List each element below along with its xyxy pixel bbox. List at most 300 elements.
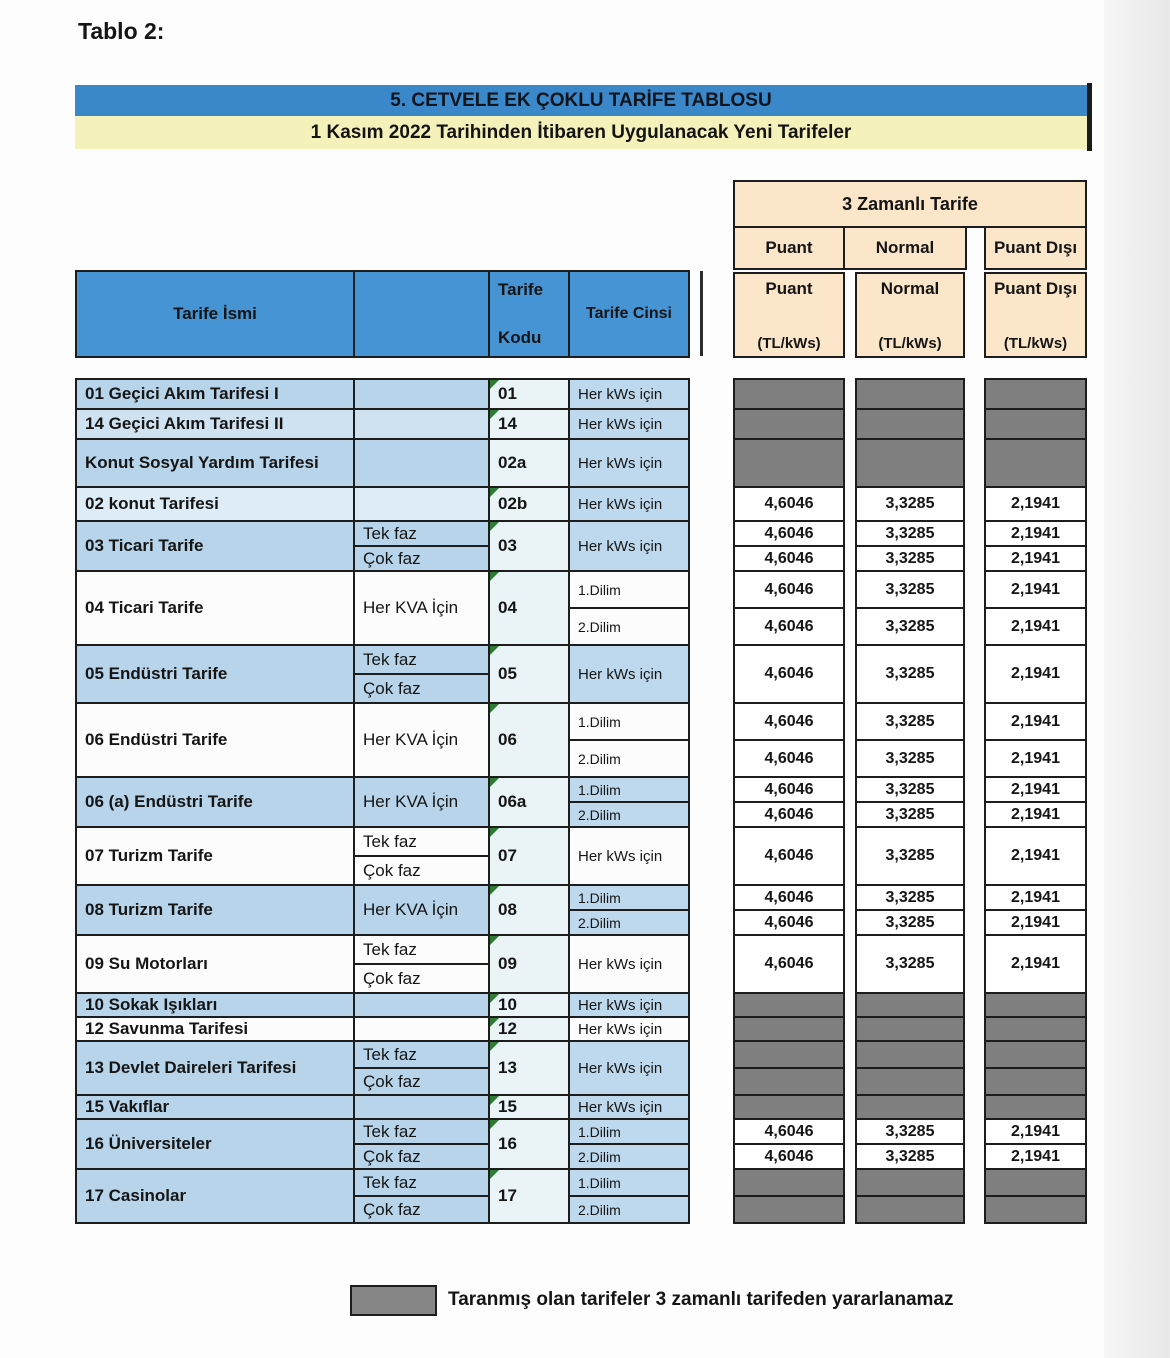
- shaded-subcell: [735, 1069, 843, 1094]
- tariff-phase-label: Çok faz: [363, 860, 421, 880]
- column-gap: [965, 1118, 984, 1170]
- tariff-value: 4,6046: [764, 617, 814, 635]
- column-gap: [845, 934, 855, 994]
- tariff-row: [75, 378, 1087, 410]
- tariff-value: 4,6046: [764, 665, 814, 682]
- tariff-name-cell: [75, 992, 355, 1018]
- normal-value-cell: [855, 486, 965, 522]
- tariff-type-subcell: [570, 741, 688, 776]
- tariff-value: 2,1941: [1011, 617, 1060, 635]
- tariff-code-label: 02b: [498, 494, 528, 513]
- tariff-phase-label: Çok faz: [363, 548, 421, 568]
- tariff-value: 4,6046: [764, 847, 814, 864]
- tariff-phase-label: Her KVA İçin: [363, 792, 459, 811]
- puant-disi-value-cell: [984, 826, 1087, 886]
- tariff-value: 4,6046: [764, 805, 814, 823]
- puant-value-cell: [733, 644, 845, 704]
- column-gap: [845, 378, 855, 410]
- scan-edge-shadow: [1104, 0, 1170, 1358]
- excel-flag-icon: [490, 1120, 499, 1129]
- tariff-phase-subcell: [355, 936, 488, 965]
- tariff-type-cell: [570, 438, 690, 488]
- col-unit-box-puant: [733, 272, 845, 358]
- puant-value-cell: [733, 486, 845, 522]
- tariff-phase-cell: [355, 438, 490, 488]
- column-gap: [845, 702, 855, 778]
- excel-flag-icon: [490, 646, 499, 655]
- value-subcell: [986, 609, 1085, 644]
- tariff-type-subcell: [570, 1120, 688, 1145]
- tariff-name-label: 01 Geçici Akım Tarifesi I: [85, 384, 279, 404]
- value-subcell: [857, 778, 963, 803]
- legend-text: Taranmış olan tarifeler 3 zamanlı tarifeden yararlanamaz: [448, 1289, 954, 1310]
- tariff-type-label: Her kWs için: [578, 996, 663, 1014]
- puant-value-cell: [733, 826, 845, 886]
- column-gap: [965, 776, 984, 828]
- table-gap: [690, 438, 733, 488]
- tariff-code-label: 06: [498, 730, 517, 749]
- tariff-code-cell: [490, 776, 570, 828]
- tariff-name-label: 02 konut Tarifesi: [85, 494, 219, 514]
- puant-disi-value-cell: [984, 486, 1087, 522]
- normal-value-cell: [855, 1016, 965, 1042]
- excel-flag-icon: [490, 572, 499, 581]
- tariff-value: 2,1941: [1011, 888, 1060, 906]
- puant-value-cell: [733, 1016, 845, 1042]
- normal-value-cell: [855, 934, 965, 994]
- tariff-name-cell: [75, 486, 355, 522]
- column-gap: [965, 378, 984, 410]
- tariff-type-label: 2.Dilim: [578, 1148, 621, 1165]
- tariff-type-cell: [570, 1016, 690, 1042]
- tariff-value: 3,3285: [885, 524, 935, 542]
- shaded-subcell: [986, 1069, 1085, 1094]
- tariff-name-cell: [75, 1040, 355, 1096]
- value-subcell: [735, 522, 843, 547]
- col-unit-box-normal: [855, 272, 965, 358]
- tariff-name-label: 03 Ticari Tarife: [85, 536, 204, 556]
- puant-disi-value-cell: [984, 520, 1087, 572]
- tariff-value: 2,1941: [1011, 1147, 1060, 1165]
- puant-disi-value-cell: [984, 934, 1087, 994]
- tariff-code-cell: [490, 934, 570, 994]
- value-subcell: [857, 572, 963, 609]
- tariff-phase-subcell: [355, 675, 488, 702]
- tariff-phase-label: Çok faz: [363, 678, 421, 698]
- tariff-row: [75, 408, 1087, 440]
- excel-flag-icon: [490, 886, 499, 895]
- column-gap: [845, 1168, 855, 1224]
- tariff-phase-subcell: [355, 1197, 488, 1222]
- tariff-value: 3,3285: [885, 712, 935, 730]
- tariff-phase-cell: [355, 1094, 490, 1120]
- tariff-type-label: 1.Dilim: [578, 889, 621, 906]
- column-gap: [845, 644, 855, 704]
- normal-value-cell: [855, 702, 965, 778]
- value-subcell: [857, 911, 963, 934]
- tariff-name-label: 05 Endüstri Tarife: [85, 664, 228, 684]
- table-gap: [690, 992, 733, 1018]
- value-subcell: [735, 704, 843, 741]
- puant-value-cell: [733, 378, 845, 410]
- tariff-type-label: 1.Dilim: [578, 781, 621, 798]
- tariff-phase-cell: [355, 702, 490, 778]
- tariff-type-subcell: [570, 803, 688, 826]
- tariff-value: 3,3285: [885, 665, 935, 682]
- tariff-type-cell: [570, 1118, 690, 1170]
- tariff-type-subcell: [570, 911, 688, 934]
- table-gap: [690, 1040, 733, 1096]
- table-gap: [690, 1118, 733, 1170]
- column-gap: [965, 992, 984, 1018]
- tariff-code-label: 07: [498, 846, 517, 865]
- value-subcell: [857, 522, 963, 547]
- tariff-phase-subcell: [355, 1042, 488, 1069]
- value-subcell: [857, 547, 963, 570]
- tariff-value: 4,6046: [764, 888, 814, 906]
- tariff-value: 4,6046: [764, 1122, 814, 1140]
- column-gap: [845, 776, 855, 828]
- tariff-row: [75, 1040, 1087, 1096]
- tariff-row: [75, 1016, 1087, 1042]
- three-time-tariff-group-header: 3 Zamanlı Tarife: [733, 180, 1087, 228]
- tariff-type-cell: [570, 644, 690, 704]
- tariff-type-label: 2.Dilim: [578, 618, 621, 635]
- tariff-phase-label: Her KVA İçin: [363, 730, 459, 749]
- tariff-code-label: 16: [498, 1134, 517, 1153]
- tariff-code-cell: [490, 702, 570, 778]
- tariff-value: 4,6046: [764, 495, 814, 512]
- tariff-type-subcell: [570, 704, 688, 741]
- tariff-name-label: 07 Turizm Tarife: [85, 846, 213, 866]
- column-gap: [845, 408, 855, 440]
- table-gap: [690, 1094, 733, 1120]
- tariff-phase-subcell: [355, 522, 488, 547]
- tariff-value: 3,3285: [885, 888, 935, 906]
- tariff-name-label: 08 Turizm Tarife: [85, 900, 213, 920]
- value-subcell: [986, 547, 1085, 570]
- tariff-type-subcell: [570, 886, 688, 911]
- column-gap: [965, 1168, 984, 1224]
- tariff-value: 4,6046: [764, 1147, 814, 1165]
- tariff-phase-subcell: [355, 646, 488, 675]
- puant-disi-value-cell: [984, 1094, 1087, 1120]
- tariff-value: 2,1941: [1011, 580, 1060, 598]
- tariff-row: [75, 1168, 1087, 1224]
- tariff-type-label: 2.Dilim: [578, 914, 621, 931]
- tariff-type-cell: [570, 1040, 690, 1096]
- table-subtitle-bar: 1 Kasım 2022 Tarihinden İtibaren Uygulanacak Yeni Tarifeler: [75, 116, 1087, 149]
- shaded-subcell: [857, 1042, 963, 1069]
- tariff-phase-label: Çok faz: [363, 968, 421, 988]
- puant-disi-value-cell: [984, 776, 1087, 828]
- tariff-value: 4,6046: [764, 955, 814, 972]
- tariff-phase-cell: [355, 776, 490, 828]
- column-gap: [965, 644, 984, 704]
- tariff-code-cell: [490, 992, 570, 1018]
- tariff-type-label: 1.Dilim: [578, 1123, 621, 1140]
- tariff-value: 3,3285: [885, 913, 935, 931]
- tariff-table-body: [75, 378, 1087, 1224]
- tariff-type-cell: [570, 702, 690, 778]
- normal-value-cell: [855, 1168, 965, 1224]
- puant-disi-value-cell: [984, 378, 1087, 410]
- header-code-line1: Tarife: [498, 280, 544, 299]
- tariff-code-cell: [490, 1094, 570, 1120]
- tariff-value: 4,6046: [764, 580, 814, 598]
- excel-flag-icon: [490, 704, 499, 713]
- tariff-code-label: 15: [498, 1097, 517, 1116]
- value-subcell: [735, 1145, 843, 1168]
- table-gap: [690, 1168, 733, 1224]
- excel-flag-icon: [490, 522, 499, 531]
- tariff-code-cell: [490, 1016, 570, 1042]
- tariff-phase-cell: [355, 378, 490, 410]
- column-gap: [845, 1040, 855, 1096]
- tariff-name-label: 04 Ticari Tarife: [85, 598, 204, 618]
- tariff-code-cell: [490, 1118, 570, 1170]
- table-gap: [690, 934, 733, 994]
- excel-flag-icon: [490, 1170, 499, 1179]
- tariff-phase-cell: [355, 1040, 490, 1096]
- tariff-value: 3,3285: [885, 580, 935, 598]
- tariff-value: 2,1941: [1011, 780, 1060, 798]
- column-gap: [965, 1040, 984, 1096]
- tariff-type-label: Her kWs için: [578, 665, 663, 683]
- tariff-name-label: 06 Endüstri Tarife: [85, 730, 228, 750]
- tariff-phase-cell: [355, 1016, 490, 1042]
- tariff-type-label: Her kWs için: [578, 495, 663, 513]
- tariff-value: 2,1941: [1011, 847, 1060, 864]
- column-gap: [965, 1016, 984, 1042]
- tariff-value: 2,1941: [1011, 913, 1060, 931]
- tariff-code-label: 14: [498, 414, 517, 433]
- excel-flag-icon: [490, 828, 499, 837]
- table-gap: [690, 570, 733, 646]
- tariff-code-label: 13: [498, 1058, 517, 1077]
- tariff-phase-label: Her KVA İçin: [363, 598, 459, 617]
- normal-value-cell: [855, 408, 965, 440]
- tariff-value: 2,1941: [1011, 549, 1060, 567]
- tariff-type-label: 2.Dilim: [578, 750, 621, 767]
- tariff-type-label: Her kWs için: [578, 537, 663, 555]
- tariff-code-cell: [490, 438, 570, 488]
- normal-value-cell: [855, 1040, 965, 1096]
- tariff-phase-label: Her KVA İçin: [363, 900, 459, 919]
- tariff-name-cell: [75, 1168, 355, 1224]
- tariff-value: 3,3285: [885, 549, 935, 567]
- puant-disi-value-cell: [984, 1168, 1087, 1224]
- tariff-phase-cell: [355, 826, 490, 886]
- tariff-type-cell: [570, 570, 690, 646]
- tariff-phase-label: Tek faz: [363, 523, 417, 543]
- puant-disi-value-cell: [984, 1016, 1087, 1042]
- tariff-row: [75, 702, 1087, 778]
- tariff-value: 3,3285: [885, 780, 935, 798]
- tariff-name-label: 12 Savunma Tarifesi: [85, 1019, 249, 1039]
- tariff-type-label: Her kWs için: [578, 415, 663, 433]
- excel-flag-icon: [490, 936, 499, 945]
- normal-value-cell: [855, 776, 965, 828]
- tariff-name-label: 15 Vakıflar: [85, 1097, 170, 1117]
- value-subcell: [986, 522, 1085, 547]
- value-subcell: [986, 1145, 1085, 1168]
- tariff-name-cell: [75, 408, 355, 440]
- value-subcell: [735, 547, 843, 570]
- header-code-line2: Kodu: [498, 328, 542, 347]
- normal-value-cell: [855, 520, 965, 572]
- tariff-type-label: Her kWs için: [578, 847, 663, 865]
- col-unit: (TL/kWs): [757, 335, 821, 352]
- puant-disi-value-cell: [984, 408, 1087, 440]
- table-gap: [690, 408, 733, 440]
- tariff-row: [75, 438, 1087, 488]
- normal-value-cell: [855, 884, 965, 936]
- tariff-name-cell: [75, 520, 355, 572]
- tariff-code-label: 09: [498, 954, 517, 973]
- col-label: Puant Dışı: [993, 279, 1078, 298]
- shaded-subcell: [735, 1197, 843, 1222]
- tariff-phase-cell: [355, 486, 490, 522]
- table-gap: [690, 644, 733, 704]
- tariff-name-cell: [75, 702, 355, 778]
- value-subcell: [986, 803, 1085, 826]
- tariff-phase-subcell: [355, 965, 488, 992]
- tariff-type-cell: [570, 934, 690, 994]
- tariff-type-label: Her kWs için: [578, 1020, 663, 1038]
- value-subcell: [857, 886, 963, 911]
- value-subcell: [986, 911, 1085, 934]
- tariff-code-cell: [490, 408, 570, 440]
- banner-right-cap: [1087, 83, 1092, 151]
- tariff-row: [75, 520, 1087, 572]
- tariff-code-cell: [490, 520, 570, 572]
- puant-value-cell: [733, 776, 845, 828]
- tariff-value: 2,1941: [1011, 749, 1060, 767]
- tariff-code-label: 10: [498, 995, 517, 1014]
- normal-value-cell: [855, 1094, 965, 1120]
- tariff-name-cell: [75, 1016, 355, 1042]
- tariff-name-label: 06 (a) Endüstri Tarife: [85, 792, 253, 812]
- tariff-row: [75, 1094, 1087, 1120]
- tariff-phase-subcell: [355, 857, 488, 884]
- col-header-puant: Puant: [733, 226, 845, 270]
- tariff-code-cell: [490, 884, 570, 936]
- puant-value-cell: [733, 702, 845, 778]
- page-title: Tablo 2:: [78, 18, 165, 44]
- column-gap: [845, 1016, 855, 1042]
- tariff-value: 3,3285: [885, 1122, 935, 1140]
- tariff-name-cell: [75, 776, 355, 828]
- tariff-code-cell: [490, 644, 570, 704]
- puant-value-cell: [733, 438, 845, 488]
- value-subcell: [986, 572, 1085, 609]
- col-label: Normal: [880, 279, 940, 298]
- tariff-row: [75, 644, 1087, 704]
- col-header-puant-disi: Puant Dışı: [984, 226, 1087, 270]
- legend-gray-swatch: [350, 1285, 437, 1316]
- tariff-code-cell: [490, 378, 570, 410]
- column-gap: [845, 520, 855, 572]
- tariff-code-label: 02a: [498, 453, 527, 472]
- column-gap: [965, 934, 984, 994]
- shaded-subcell: [986, 1042, 1085, 1069]
- puant-value-cell: [733, 408, 845, 440]
- tariff-value: 3,3285: [885, 805, 935, 823]
- table-gap: [690, 884, 733, 936]
- value-subcell: [735, 741, 843, 776]
- column-gap: [845, 486, 855, 522]
- column-gap: [965, 884, 984, 936]
- value-subcell: [735, 803, 843, 826]
- puant-disi-value-cell: [984, 438, 1087, 488]
- column-gap: [965, 486, 984, 522]
- tariff-row: [75, 826, 1087, 886]
- normal-value-cell: [855, 438, 965, 488]
- value-subcell: [735, 886, 843, 911]
- tariff-code-label: 03: [498, 536, 517, 555]
- value-subcell: [735, 778, 843, 803]
- tariff-value: 4,6046: [764, 549, 814, 567]
- column-gap: [845, 884, 855, 936]
- tariff-code-label: 01: [498, 384, 517, 403]
- excel-flag-icon: [490, 994, 499, 1003]
- tariff-name-cell: [75, 1094, 355, 1120]
- value-subcell: [857, 609, 963, 644]
- tariff-code-cell: [490, 570, 570, 646]
- table-gap: [690, 520, 733, 572]
- value-subcell: [735, 572, 843, 609]
- column-gap: [965, 408, 984, 440]
- column-gap: [965, 826, 984, 886]
- puant-value-cell: [733, 570, 845, 646]
- shaded-subcell: [857, 1069, 963, 1094]
- tariff-phase-subcell: [355, 1145, 488, 1168]
- tariff-phase-cell: [355, 408, 490, 440]
- excel-flag-icon: [490, 380, 499, 389]
- tariff-type-label: 2.Dilim: [578, 1201, 621, 1218]
- normal-value-cell: [855, 992, 965, 1018]
- tariff-row: [75, 934, 1087, 994]
- tariff-value: 2,1941: [1011, 495, 1060, 512]
- table-gap: [690, 702, 733, 778]
- shaded-subcell: [986, 1197, 1085, 1222]
- tariff-value: 4,6046: [764, 780, 814, 798]
- tariff-phase-label: Tek faz: [363, 1121, 417, 1141]
- column-gap: [965, 520, 984, 572]
- puant-disi-value-cell: [984, 1040, 1087, 1096]
- tariff-name-cell: [75, 644, 355, 704]
- tariff-type-subcell: [570, 1170, 688, 1197]
- tariff-code-label: 12: [498, 1019, 517, 1038]
- tariff-code-cell: [490, 1040, 570, 1096]
- value-subcell: [857, 1120, 963, 1145]
- tariff-row: [75, 992, 1087, 1018]
- tariff-value: 3,3285: [885, 495, 935, 512]
- tariff-value: 4,6046: [764, 749, 814, 767]
- tariff-value: 4,6046: [764, 524, 814, 542]
- tariff-phase-cell: [355, 992, 490, 1018]
- puant-disi-value-cell: [984, 702, 1087, 778]
- tariff-value: 4,6046: [764, 913, 814, 931]
- column-gap: [845, 1118, 855, 1170]
- tariff-value: 3,3285: [885, 1147, 935, 1165]
- tariff-type-cell: [570, 520, 690, 572]
- value-subcell: [986, 741, 1085, 776]
- excel-flag-icon: [490, 488, 499, 497]
- col-unit: (TL/kWs): [1003, 335, 1068, 352]
- tariff-name-label: 13 Devlet Daireleri Tarifesi: [85, 1058, 297, 1078]
